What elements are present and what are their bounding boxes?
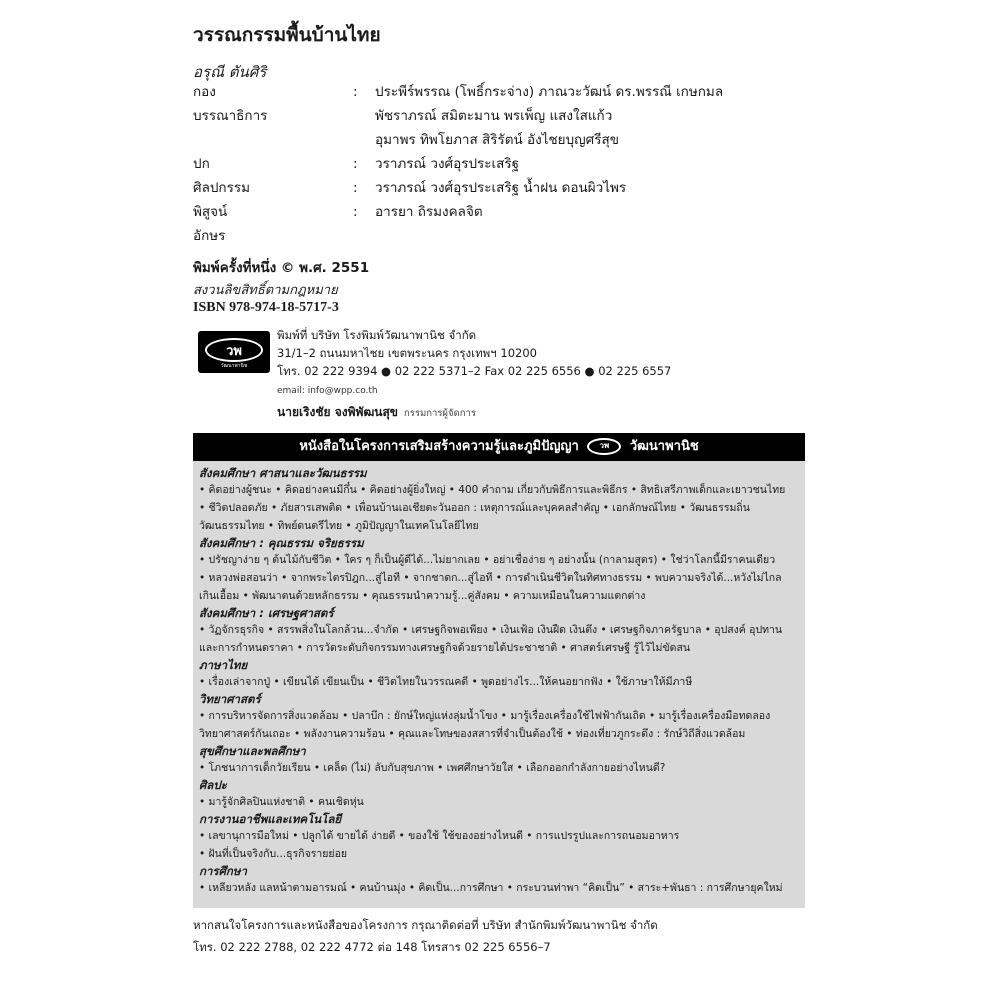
series-header (193, 433, 805, 461)
printer-director (277, 403, 671, 423)
category-title: การงานอาชีพและเทคโนโลยี (199, 812, 342, 826)
book-title: วรรณกรรมพื้นบ้านไทย (193, 24, 381, 46)
category-book-list: • หลวงพ่อสอนว่า • จากพระไตรปิฎก...สู่ไอที • จากชาดก...สู่ไอที • การดำเนินชีวิตในทิศทางธรรม • พบความจริงได้...หวังไม่ไกล (199, 572, 782, 584)
logo-subtext: วัฒนาพานิช (220, 363, 248, 369)
director-name: นายเริงชัย จงพิพัฒนสุข (277, 405, 399, 419)
credit-colon: : (353, 204, 358, 220)
category-book-list: • เรื่องเล่าจากปู่ • เขียนได้ เขียนเป็น • ชีวิตไทยในวรรณคดี • พูดอย่างไร...ให้คนอยากฟัง • ใช้ภาษาให้มีภาษี (199, 676, 693, 688)
credit-colon: : (353, 180, 358, 196)
category-book-list: • เหลียวหลัง แลหน้าตามอารมณ์ • คนบ้านมุ่ง • คิดเป็น...การศึกษา • กระบวนท่าพา “คิดเป็น” • สาระ+พันธา : การศึกษายุคใหม่ (199, 882, 783, 894)
category-book-list: เกินเอื้อม • พัฒนาตนด้วยหลักธรรม • คุณธรรมนำความรู้...คู่สังคม • ความเหมือนในความแตกต่าง (199, 590, 646, 602)
category-title: การศึกษา (199, 864, 247, 878)
credit-name-line: อุมาพร ทิพโยภาส สิริรัตน์ อังไชยบุญศรีสุข (375, 132, 619, 148)
credit-name-line: ประพีร์พรรณ (โพธิ์กระจ่าง) ภาณวะวัฒน์ ดร.พรรณี เกษกมล (375, 84, 724, 100)
category-title: สังคมศึกษา ศาสนาและวัฒนธรรม (199, 466, 367, 480)
series-categories (193, 461, 805, 897)
category-book-list: • วัฏจักรธุรกิจ • สรรพสิ่งในโลกล้วน...จำกัด • เศรษฐกิจพอเพียง • เงินเฟ้อ เงินฝืด เงินตึง • เศรษฐกิจภาครัฐบาล • อุปสงค์ อุปทาน (199, 624, 783, 636)
isbn-line: ISBN 978-974-18-5717-3 (193, 300, 339, 315)
category-book-list: วัฒนธรรมไทย • ทิพย์ดนตรีไทย • ภูมิปัญญาในเทคโนโลยีไทย (199, 520, 479, 532)
credit-colon: : (353, 156, 358, 172)
printer-address: 31/1–2 ถนนมหาไชย เขตพระนคร กรุงเทพฯ 10200 (277, 346, 537, 360)
credit-role: ปก (193, 156, 210, 172)
credit-names (375, 80, 723, 152)
series-header-brand: วัฒนาพานิช (629, 439, 699, 454)
category-book-list: • โภชนาการเด็กวัยเรียน • เคล็ด (ไม่) ลับกับสุขภาพ • เพศศึกษาวัยใส • เลือกออกกำลังกายอย่างไหนดี? (199, 762, 666, 774)
category-book-list: • เลขานุการมือใหม่ • ปลูกได้ ขายได้ ง่ายดี • ของใช้ ใช้ของอย่างไหนดี • การแปรรูปและการถนอมอาหาร (199, 830, 680, 842)
category-book-list: • คิดอย่างผู้ชนะ • คิดอย่างคนมีกึ๋น • คิดอย่างผู้ยิ่งใหญ่ • 400 คำถาม เกี่ยวกับพิธีการและพิธีกร • สิทธิเสรีภาพเด็กและเยาวชนไทย (199, 484, 786, 496)
footer-line-1: หากสนใจโครงการและหนังสือของโครงการ กรุณาติดต่อที่ บริษัท สำนักพิมพ์วัฒนาพานิช จำกัด (193, 918, 658, 932)
series-header-text: หนังสือในโครงการเสริมสร้างความรู้และภูมิปัญญา (299, 439, 579, 454)
credit-name-line: วราภรณ์ วงศ์อุรประเสริฐ (375, 156, 520, 172)
category-book-list: • ชีวิตปลอดภัย • ภัยสารเสพติด • เพื่อนบ้านเอเชียตะวันออก : เหตุการณ์และบุคคลสำคัญ • เอกลักษณ์ไทย • วัฒนธรรมถิ่น (199, 502, 750, 514)
footer-line-2: โทร. 02 222 2788, 02 222 4772 ต่อ 148 โทรสาร 02 225 6556–7 (193, 940, 551, 954)
printer-name: พิมพ์ที่ บริษัท โรงพิมพ์วัฒนาพานิช จำกัด (277, 328, 477, 342)
category-book-list: • มารู้จักศิลปินแห่งชาติ • คนเชิดหุ่น (199, 796, 364, 808)
printer-email: email: info@wpp.co.th (277, 386, 378, 396)
author-name: อรุณี ตันศิริ (193, 63, 267, 81)
credit-name-line: อารยา ถิรมงคลจิต (375, 204, 483, 220)
category-title: ศิลปะ (199, 778, 227, 792)
credit-name-line: วราภรณ์ วงศ์อุรประเสริฐ น้ำฝน ดอนผิวไพร (375, 180, 627, 196)
publisher-logo (198, 331, 270, 373)
category-title: สุขศึกษาและพลศึกษา (199, 744, 306, 758)
category-book-list: • การบริหารจัดการสิ่งแวดล้อม • ปลาบึก : ยักษ์ใหญ่แห่งลุ่มน้ำโขง • มารู้เรื่องเครื่องใช้ไฟฟ้ากันเถิด • มารู้เรื่องเครื่องมือทดลอง (199, 710, 771, 722)
logo-text: วพ (226, 343, 242, 358)
category-title: ภาษาไทย (199, 658, 248, 672)
credit-colon: : (353, 84, 358, 100)
category-title: สังคมศึกษา : เศรษฐศาสตร์ (199, 606, 334, 620)
category-title: สังคมศึกษา : คุณธรรม จริยธรรม (199, 536, 364, 550)
credit-role: พิสูจน์อักษร (193, 204, 228, 244)
edition-line: พิมพ์ครั้งที่หนึ่ง © พ.ศ. 2551 (193, 260, 370, 276)
credit-role: กองบรรณาธิการ (193, 84, 268, 124)
category-title: วิทยาศาสตร์ (199, 692, 261, 706)
director-role: กรรมการผู้จัดการ (404, 408, 476, 419)
printer-phone: โทร. 02 222 9394 ● 02 222 5371–2 Fax 02 225 6556 ● 02 225 6557 (277, 364, 672, 378)
category-book-list: และการกำหนดราคา • การวัดระดับกิจกรรมทางเศรษฐกิจด้วยรายได้ประชาชาติ • ศาสตร์เศรษฐี รู้ไว้ไม่ขัดสน (199, 642, 691, 654)
book-series-box (193, 433, 805, 908)
footer-contact (193, 914, 658, 958)
printer-info (277, 326, 671, 423)
rights-line: สงวนลิขสิทธิ์ตามกฎหมาย (193, 283, 338, 298)
category-book-list: • ฝันที่เป็นจริงกับ...ธุรกิจรายย่อย (199, 848, 348, 860)
category-book-list: วิทยาศาสตร์กันเถอะ • พลังงานความร้อน • คุณและโทษของสสารที่จำเป็นต้องใช้ • ท่องเที่ยวภูกระดึง : รักษ์วิถีสิ่งแวดล้อม (199, 728, 746, 740)
credit-role: ศิลปกรรม (193, 180, 250, 196)
series-logo-icon: วพ (587, 438, 621, 455)
category-book-list: • ปรัชญาง่าย ๆ ต้นไม้กับชีวิต • ใคร ๆ ก็เป็นผู้ดีได้...ไม่ยากเลย • อย่าเชื่อง่าย ๆ อย่างนั้น (กาลามสูตร) • ใช่ว่าโลกนี้มีราคนเดียว (199, 554, 776, 566)
credit-name-line: พัชราภรณ์ สมิตะมาน พรเพ็ญ แสงใสแก้ว (375, 108, 613, 124)
